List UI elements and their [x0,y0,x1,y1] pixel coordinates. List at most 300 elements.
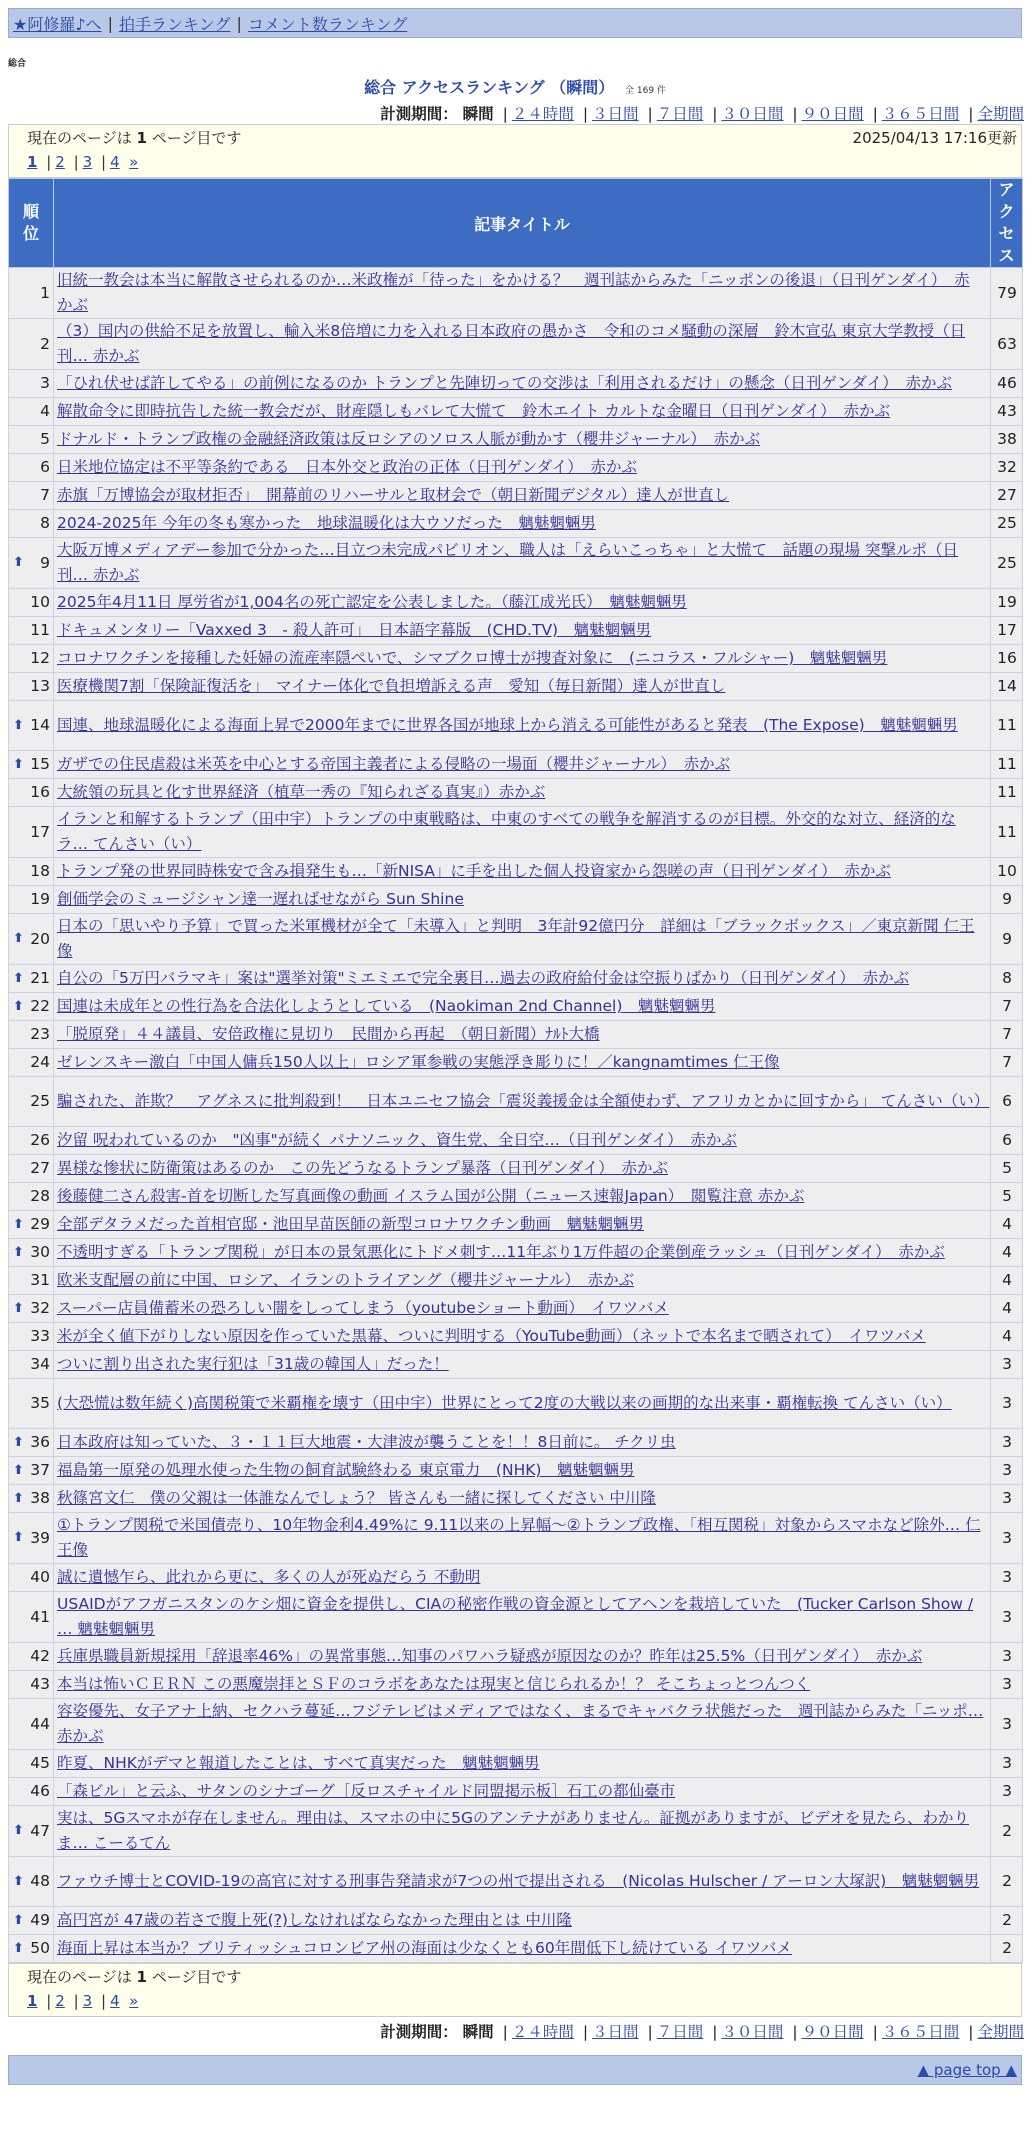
access-count: 11 [991,701,1023,751]
rank-number: 26 [30,1131,50,1149]
rank-up-arrow-icon [13,1218,24,1232]
table-row [9,1806,1023,1857]
article-title-link[interactable]: ガザでの住民虐殺は米英を中心とする帝国主義者による侵略の一場面（櫻井ジャーナル） 赤かぶ [57,755,731,773]
title-cell [54,1379,991,1429]
rank-cell [9,645,54,673]
rank-number: 45 [30,1754,50,1772]
title-cell [54,370,991,398]
rank-cell [9,886,54,914]
article-title-link[interactable]: 大阪万博メディアデー参加で分かった…目立つ未完成パビリオン、職人は「えらいこっちゃ」と大慌て 話題の現場 突撃ルポ（日刊… 赤かぶ [57,541,958,584]
rank-cell [9,1351,54,1379]
period-link-30d[interactable]: ３０日間 [721,105,784,123]
page-link-3[interactable]: 3 [82,1992,93,2010]
period-link-24h[interactable]: ２４時間 [511,2023,574,2041]
rank-number: 48 [30,1872,50,1890]
article-title-link[interactable]: 兵庫県職員新規採用「辞退率46%」の異常事態…知事のパワハラ疑惑が原因なのか？昨年は25.5%（日刊ゲンダイ） 赤かぶ [57,1647,923,1665]
rank-number: 39 [30,1528,50,1547]
access-count: 6 [991,1077,1023,1127]
access-count: 8 [991,965,1023,993]
period-separator: | [582,2023,589,2041]
rank-number: 50 [30,1939,50,1957]
table-row [9,454,1023,482]
table-row [9,482,1023,510]
rank-cell [9,319,54,370]
table-row [9,1211,1023,1239]
period-separator: | [502,105,508,123]
page-status-suffix: ページ目です [151,1968,242,1986]
article-title-link[interactable]: 実は、5Gスマホが存在しません。理由は、スマホの中に5Gのアンテナがありません。証拠がありますが、ビデオを見たら、わかりま… こーるてん [57,1809,970,1852]
title-cell [54,1127,991,1155]
rank-up-arrow-icon [13,972,24,986]
rank-cell [9,1323,54,1351]
rank-number: 24 [30,1053,50,1071]
rank-number: 28 [30,1187,50,1205]
rank-up-arrow-icon [13,758,24,772]
article-title-link[interactable]: 高円宮が 47歳の若さで腹上死(?)しなければならなかった理由とは 中川隆 [57,1911,572,1929]
article-title-link[interactable]: 異様な惨状に防衛策はあるのか この先どうなるトランプ暴落（日刊ゲンダイ） 赤かぶ [57,1159,669,1177]
rank-cell [9,268,54,319]
article-title-link[interactable]: 解散命令に即時抗告した統一教会だが、財産隠しもバレて大慌て 鈴木エイト カルトな金曜日（日刊ゲンダイ） 赤かぶ [57,402,890,420]
access-count: 38 [991,426,1023,454]
article-title-link[interactable]: 「森ビル」と云ふ、サタンのシナゴーグ［反ロスチャイルド同盟掲示板］石工の都仙臺市 [57,1782,676,1800]
article-title-link[interactable]: 秋篠宮文仁 僕の父親は一体誰なんでしょう？ 皆さんも一緒に探してください 中川隆 [57,1489,656,1507]
access-count: 3 [991,1671,1023,1699]
article-title-link[interactable]: 不透明すぎる「トランプ関税」が日本の景気悪化にトドメ刺す…11年ぶり1万件超の企業倒産ラッシュ（日刊ゲンダイ） 赤かぶ [57,1243,945,1261]
clap-ranking-link[interactable]: 拍手ランキング [118,14,231,34]
rank-cell [9,807,54,858]
rank-up-arrow-icon [13,719,24,733]
rank-cell [9,1183,54,1211]
rank-cell [9,1643,54,1671]
table-row [9,1049,1023,1077]
title-cell [54,751,991,779]
period-link-3d[interactable]: ３日間 [592,2023,639,2041]
access-count: 3 [991,1699,1023,1750]
article-title-link[interactable]: ドキュメンタリー「Vaxxed 3 - 殺人許可」 日本語字幕版 (CHD.TV) 魑魅魍魎男 [57,621,652,639]
page-link-4[interactable]: 4 [110,153,120,171]
rank-number: 47 [30,1821,50,1840]
table-header-row [9,179,1023,268]
period-separator: | [968,105,974,123]
rank-number: 17 [30,822,50,841]
access-header: アクセス [991,179,1023,268]
article-title-link[interactable]: （3）国内の供給不足を放置し、輸入米8倍増に力を入れる日本政府の愚かさ 令和のコメ騒動の深層 鈴木宣弘 東京大学教授（日刊… 赤かぶ [57,322,966,365]
article-title-link[interactable]: 本当は怖いＣＥＲＮ この悪魔崇拝とＳＦのコラボをあなたは現実と信じられるか！？ そこちょっとつんつく [57,1675,811,1693]
title-cell [54,510,991,538]
rank-number: 29 [30,1215,50,1233]
article-title-link[interactable]: 日本政府は知っていた、３・１１巨大地震・大津波が襲うことを！！8日前に。 チクリ虫 [57,1433,676,1451]
table-row [9,701,1023,751]
table-row [9,1379,1023,1429]
period-separator: | [872,2023,878,2041]
article-title-link[interactable]: 米が全く値下がりしない原因を作っていた黒幕、ついに判明する（YouTube動画）（ネットで本名まで晒されて） イワツバメ [57,1327,926,1345]
table-row [9,645,1023,673]
access-count: 11 [991,779,1023,807]
rank-number: 12 [30,649,50,667]
article-title-link[interactable]: ①トランプ関税で米国債売り、10年物金利4.49%に 9.11以来の上昇幅〜②トランプ政権、「相互関税」対象からスマホなど除外… 仁王像 [57,1516,981,1559]
rank-cell [9,965,54,993]
article-title-link[interactable]: USAIDがアフガニスタンのケシ畑に資金を提供し、CIAの秘密作戦の資金源としてアヘンを栽培していた (Tucker Carlson Show / … 魑魅魍魎男 [57,1595,974,1638]
access-count: 9 [991,886,1023,914]
table-row [9,1643,1023,1671]
access-count: 5 [991,1183,1023,1211]
article-title-link[interactable]: トランプ発の世界同時株安で含み損発生も…「新NISA」に手を出した個人投資家から怨嗟の声（日刊ゲンダイ） 赤かぶ [57,862,891,880]
article-title-link[interactable]: 「脱原発」４４議員、安倍政権に見切り 民間から再起 （朝日新聞）ﾅﾙﾄ大橋 [57,1025,600,1043]
table-row [9,673,1023,701]
top-nav-bar [8,8,1022,38]
pager-separator: | [101,153,107,171]
rank-up-arrow-icon [13,1531,24,1545]
article-title-link[interactable]: 「ひれ伏せば許してやる」の前例になるのか トランプと先陣切っての交渉は「利用されるだけ」の懸念（日刊ゲンダイ） 赤かぶ [57,374,952,392]
access-count: 17 [991,617,1023,645]
article-title-link[interactable]: 昨夏、NHKがデマと報道したことは、すべて真実だった 魑魅魍魎男 [57,1754,540,1772]
rank-cell [9,1077,54,1127]
rank-cell [9,1379,54,1429]
rank-cell [9,1907,54,1935]
article-title-link[interactable]: 汐留 呪われているのか "凶事"が続く パナソニック、資生党、全日空…（日刊ゲンダイ） 赤かぶ [57,1131,737,1149]
article-title-link[interactable]: 誠に遺憾乍ら、此れから更に、多くの人が死ぬだらう 不動明 [57,1568,481,1586]
rank-cell [9,1935,54,1963]
rank-cell [9,701,54,751]
rank-number: 27 [30,1159,50,1177]
page-title: 総合 アクセスランキング （瞬間） [364,78,615,97]
table-row [9,1778,1023,1806]
article-title-link[interactable]: (大恐慌は数年続く)高関税策で米覇権を壊す（田中宇）世界にとって2度の大戦以来の画期的な出来事・覇権転換 てんさい（い） [57,1394,952,1412]
rank-cell [9,617,54,645]
period-separator: | [792,105,798,123]
page-status-prefix: 現在のページは [27,1968,132,1986]
article-title-link[interactable]: 大統領の玩具と化す世界経済（植草一秀の『知られざる真実』）赤かぶ [57,783,546,801]
title-cell [54,1183,991,1211]
page-status-prefix: 現在のページは [27,129,132,147]
table-row [9,1295,1023,1323]
rank-number: 20 [30,929,50,948]
pagination-top [27,149,1011,175]
rank-number: 16 [30,783,50,801]
period-link-30d[interactable]: ３０日間 [721,2023,784,2041]
article-title-link[interactable]: 全部デタラメだった首相官邸・池田早苗医師の新型コロナワクチン動画 魑魅魍魎男 [57,1215,644,1233]
table-row [9,807,1023,858]
rank-up-arrow-icon [13,1000,24,1014]
access-count: 2 [991,1907,1023,1935]
period-link-24h[interactable]: ２４時間 [511,105,574,123]
article-title-link[interactable]: 容姿優先、女子アナ上納、セクハラ蔓延…フジテレビはメディアではなく、まるでキャバクラ状態だった 週刊誌からみた「ニッポ… 赤かぶ [57,1702,984,1745]
access-count: 7 [991,993,1023,1021]
page-title-row [0,75,1030,98]
rank-cell [9,538,54,589]
rank-number: 8 [40,514,50,532]
rank-up-arrow-icon [13,1914,24,1928]
rank-number: 36 [30,1433,50,1451]
title-cell [54,538,991,589]
period-link-365d[interactable]: ３６５日間 [881,2023,960,2041]
rank-number: 44 [30,1714,50,1733]
article-title-link[interactable]: ファウチ博士とCOVID-19の高官に対する刑事告発請求が7つの州で提出される (Nicolas Hulscher / アーロン大塚訳) 魑魅魍魎男 [57,1872,980,1890]
article-title-link[interactable]: コロナワクチンを接種した妊婦の流産率隠ぺいで、シマブクロ博士が捜査対象に (ニコラス・フルシャー) 魑魅魍魎男 [57,649,888,667]
rank-number: 42 [30,1647,50,1665]
period-link-all[interactable]: 全期間 [977,2023,1024,2041]
rank-number: 43 [30,1675,50,1693]
title-cell [54,1485,991,1513]
article-title-link[interactable]: 創価学会のミュージシャン達一遅ればせながら Sun Shine [57,890,464,908]
access-count: 4 [991,1295,1023,1323]
rank-number: 31 [30,1271,50,1289]
title-cell [54,319,991,370]
rank-number: 7 [40,486,50,504]
page-link-3[interactable]: 3 [82,153,93,171]
title-cell [54,645,991,673]
title-cell [54,965,991,993]
table-row [9,914,1023,965]
rank-number: 5 [40,430,50,448]
rank-number: 21 [30,969,50,987]
article-title-link[interactable]: 騙された、詐欺？ アグネスに批判殺到！ 日本ユニセフ協会「震災義援金は全額使わず、アフリカとかに回すから」 てんさい（い） [57,1092,990,1110]
page-top-link[interactable]: ▲ page top ▲ [917,2061,1017,2079]
period-separator: | [582,105,589,123]
rank-cell [9,510,54,538]
article-title-link[interactable]: 医療機関7割「保険証復活を」 マイナー体化で負担増訴える声 愛知（毎日新聞）達人が世直し [57,677,726,695]
table-row [9,886,1023,914]
category-label: 総合 [8,59,27,69]
rank-cell [9,1457,54,1485]
rank-cell [9,1049,54,1077]
rank-number: 3 [40,374,50,392]
page-next-link[interactable]: » [129,153,139,171]
ranking-table [8,178,1023,1963]
article-title-link[interactable]: 日米地位協定は不平等条約である 日本外交と政治の正体（日刊ゲンダイ） 赤かぶ [57,458,638,476]
rank-number: 22 [30,997,50,1015]
title-cell [54,1077,991,1127]
comment-ranking-link[interactable]: コメント数ランキング [247,14,408,34]
rank-number: 30 [30,1243,50,1261]
site-home-link[interactable]: ★阿修羅♪へ [13,14,102,34]
rank-number: 2 [40,334,50,353]
rank-cell [9,751,54,779]
table-row [9,1267,1023,1295]
pager-separator: | [101,1992,107,2010]
title-cell [54,1155,991,1183]
rank-cell [9,1267,54,1295]
title-cell [54,701,991,751]
period-separator: | [647,105,653,123]
access-count: 7 [991,1049,1023,1077]
access-count: 43 [991,398,1023,426]
access-count: 4 [991,1211,1023,1239]
table-row [9,1485,1023,1513]
title-cell [54,673,991,701]
table-row [9,1021,1023,1049]
total-count: 全 169 件 [625,86,666,96]
rank-number: 40 [30,1568,50,1586]
article-title-link[interactable]: 赤旗「万博協会が取材拒否」 開幕前のリハーサルと取材会で（朝日新聞デジタル）達人が世直し [57,486,730,504]
page-status-line [27,1966,1011,1988]
title-cell [54,1211,991,1239]
rank-cell [9,426,54,454]
period-link-7d[interactable]: ７日間 [656,105,704,123]
title-cell [54,807,991,858]
rank-number: 6 [40,458,50,476]
title-cell [54,1564,991,1592]
page-link-current[interactable]: 1 [27,1992,38,2010]
pager-separator: | [73,1992,79,2010]
access-count: 7 [991,1021,1023,1049]
access-count: 6 [991,1127,1023,1155]
title-cell [54,617,991,645]
title-cell [54,1267,991,1295]
rank-number: 11 [30,621,50,639]
table-row [9,1935,1023,1963]
page-link-4[interactable]: 4 [110,1992,120,2010]
rank-cell [9,1592,54,1643]
rank-cell [9,1564,54,1592]
table-row [9,1750,1023,1778]
rank-cell [9,1806,54,1857]
rank-cell [9,482,54,510]
table-row [9,1429,1023,1457]
access-count: 9 [991,914,1023,965]
title-cell [54,914,991,965]
nav-separator: | [236,13,242,33]
rank-number: 13 [30,677,50,695]
title-cell [54,1021,991,1049]
footer-bar [8,2055,1022,2085]
rank-cell [9,1513,54,1564]
rank-cell [9,370,54,398]
table-row [9,319,1023,370]
title-cell [54,1351,991,1379]
article-title-link[interactable]: 後藤健二さん殺害-首を切断した写真画像の動画 イスラム国が公開（ニュース速報Japan） 閲覧注意 赤かぶ [57,1187,805,1205]
period-separator: | [712,2023,718,2041]
access-count: 11 [991,751,1023,779]
rank-up-arrow-icon [13,1824,24,1838]
period-selector-top [380,102,1024,124]
access-count: 4 [991,1267,1023,1295]
updated-timestamp: 2025/04/13 17:16更新 [852,129,1017,147]
access-count: 25 [991,510,1023,538]
pager-separator: | [73,153,79,171]
title-cell [54,779,991,807]
rank-number: 33 [30,1327,50,1345]
table-row [9,1183,1023,1211]
table-row [9,1907,1023,1935]
access-count: 3 [991,1643,1023,1671]
rank-up-arrow-icon [13,1436,24,1450]
table-row [9,965,1023,993]
article-title-link[interactable]: 旧統一教会は本当に解散させられるのか…米政権が「待った」をかける？ 週刊誌からみた「ニッポンの後退」（日刊ゲンダイ） 赤かぶ [57,271,970,314]
period-link-365d[interactable]: ３６５日間 [881,105,960,123]
rank-cell [9,589,54,617]
table-row [9,1077,1023,1127]
period-link-90d[interactable]: ９０日間 [801,105,864,123]
article-title-link[interactable]: 国連は未成年との性行為を合法化しようとしている (Naokiman 2nd Channel) 魑魅魍魎男 [57,997,716,1015]
table-row [9,1699,1023,1750]
article-title-link[interactable]: 自公の「5万円バラマキ」案は"選挙対策"ミエミエで完全裏目…過去の政府給付金は空振りばかり（日刊ゲンダイ） 赤かぶ [57,969,910,987]
access-count: 11 [991,807,1023,858]
article-title-link[interactable]: 福島第一原発の処理水使った生物の飼育試験終わる 東京電力 (NHK) 魑魅魍魎男 [57,1461,635,1479]
title-cell [54,1806,991,1857]
period-separator: | [647,2023,653,2041]
access-count: 14 [991,673,1023,701]
table-row [9,1239,1023,1267]
title-cell [54,1457,991,1485]
access-count: 4 [991,1239,1023,1267]
article-title-link[interactable]: ついに割り出された実行犯は「31歳の韓国人」だった！ [57,1355,449,1373]
period-link-3d[interactable]: ３日間 [592,105,639,123]
table-row [9,589,1023,617]
title-cell [54,268,991,319]
period-link-all[interactable]: 全期間 [977,105,1024,123]
table-row [9,510,1023,538]
rank-number: 23 [30,1025,50,1043]
page-status-number: 1 [136,1968,147,1986]
page-status-number: 1 [136,129,147,147]
table-row [9,751,1023,779]
article-title-link[interactable]: 海面上昇は本当か？ブリティッシュコロンビア州の海面は少なくとも60年間低下し続けている イワツバメ [57,1939,792,1957]
access-count: 10 [991,858,1023,886]
rank-number: 35 [30,1394,50,1412]
table-row [9,858,1023,886]
rank-cell [9,1485,54,1513]
period-link-7d[interactable]: ７日間 [656,2023,704,2041]
access-count: 19 [991,589,1023,617]
nav-separator: | [107,13,113,33]
page-link-2[interactable]: 2 [55,153,65,171]
period-separator: | [792,2023,798,2041]
period-link-90d[interactable]: ９０日間 [801,2023,864,2041]
rank-cell [9,398,54,426]
article-title-link[interactable]: 2025年4月11日 厚労省が1,004名の死亡認定を公表しました。（藤江成光氏） 魑魅魍魎男 [57,593,687,611]
table-row [9,1857,1023,1907]
title-cell [54,1429,991,1457]
page-link-current[interactable]: 1 [27,153,38,171]
title-cell [54,858,991,886]
rank-number: 15 [30,755,50,773]
access-count: 3 [991,1513,1023,1564]
page-info-bottom [8,1963,1022,2017]
rank-cell [9,858,54,886]
article-title-link[interactable]: ドナルド・トランプ政権の金融経済政策は反ロシアのソロス人脈が動かす（櫻井ジャーナル） 赤かぶ [57,430,761,448]
table-row [9,426,1023,454]
page-link-2[interactable]: 2 [55,1992,65,2010]
rank-up-arrow-icon [13,1246,24,1260]
page-next-link[interactable]: » [129,1992,139,2010]
article-title-link[interactable]: イランと和解するトランプ（田中宇）トランプの中東戦略は、中東のすべての戦争を解消するのが目標。外交的な対立、経済的なラ… てんさい（い） [57,810,956,853]
title-cell [54,1750,991,1778]
title-cell [54,1671,991,1699]
article-title-link[interactable]: 欧米支配層の前に中国、ロシア、イランのトライアング（櫻井ジャーナル） 赤かぶ [57,1271,635,1289]
article-title-link[interactable]: ゼレンスキー激白「中国人傭兵150人以上」ロシア軍参戦の実態浮き彫りに！／kangnamtimes 仁王像 [57,1053,780,1071]
article-title-link[interactable]: 2024-2025年 今年の冬も寒かった 地球温暖化は大ウソだった 魑魅魍魎男 [57,514,596,532]
title-header: 記事タイトル [54,179,991,268]
rank-number: 38 [30,1489,50,1507]
article-title-link[interactable]: 国連、地球温暖化による海面上昇で2000年までに世界各国が地球上から消える可能性があると発表 (The Expose) 魑魅魍魎男 [57,716,958,734]
rank-cell [9,673,54,701]
access-count: 32 [991,454,1023,482]
access-count: 27 [991,482,1023,510]
title-cell [54,1239,991,1267]
table-row [9,1513,1023,1564]
rank-number: 46 [30,1782,50,1800]
rank-cell [9,993,54,1021]
access-count: 4 [991,1323,1023,1351]
title-cell [54,482,991,510]
table-row [9,617,1023,645]
pagination-bottom [27,1988,1011,2014]
article-title-link[interactable]: 日本の「思いやり予算」で買った米軍機材が全て「未導入」と判明 3年計92億円分 詳細は「ブラックボックス」／東京新聞 仁王像 [57,917,975,960]
rank-number: 49 [30,1911,50,1929]
title-cell [54,1907,991,1935]
article-title-link[interactable]: スーパー店員備蓄米の恐ろしい闇をしってしまう（youtubeショート動画） イワツバメ [57,1299,669,1317]
